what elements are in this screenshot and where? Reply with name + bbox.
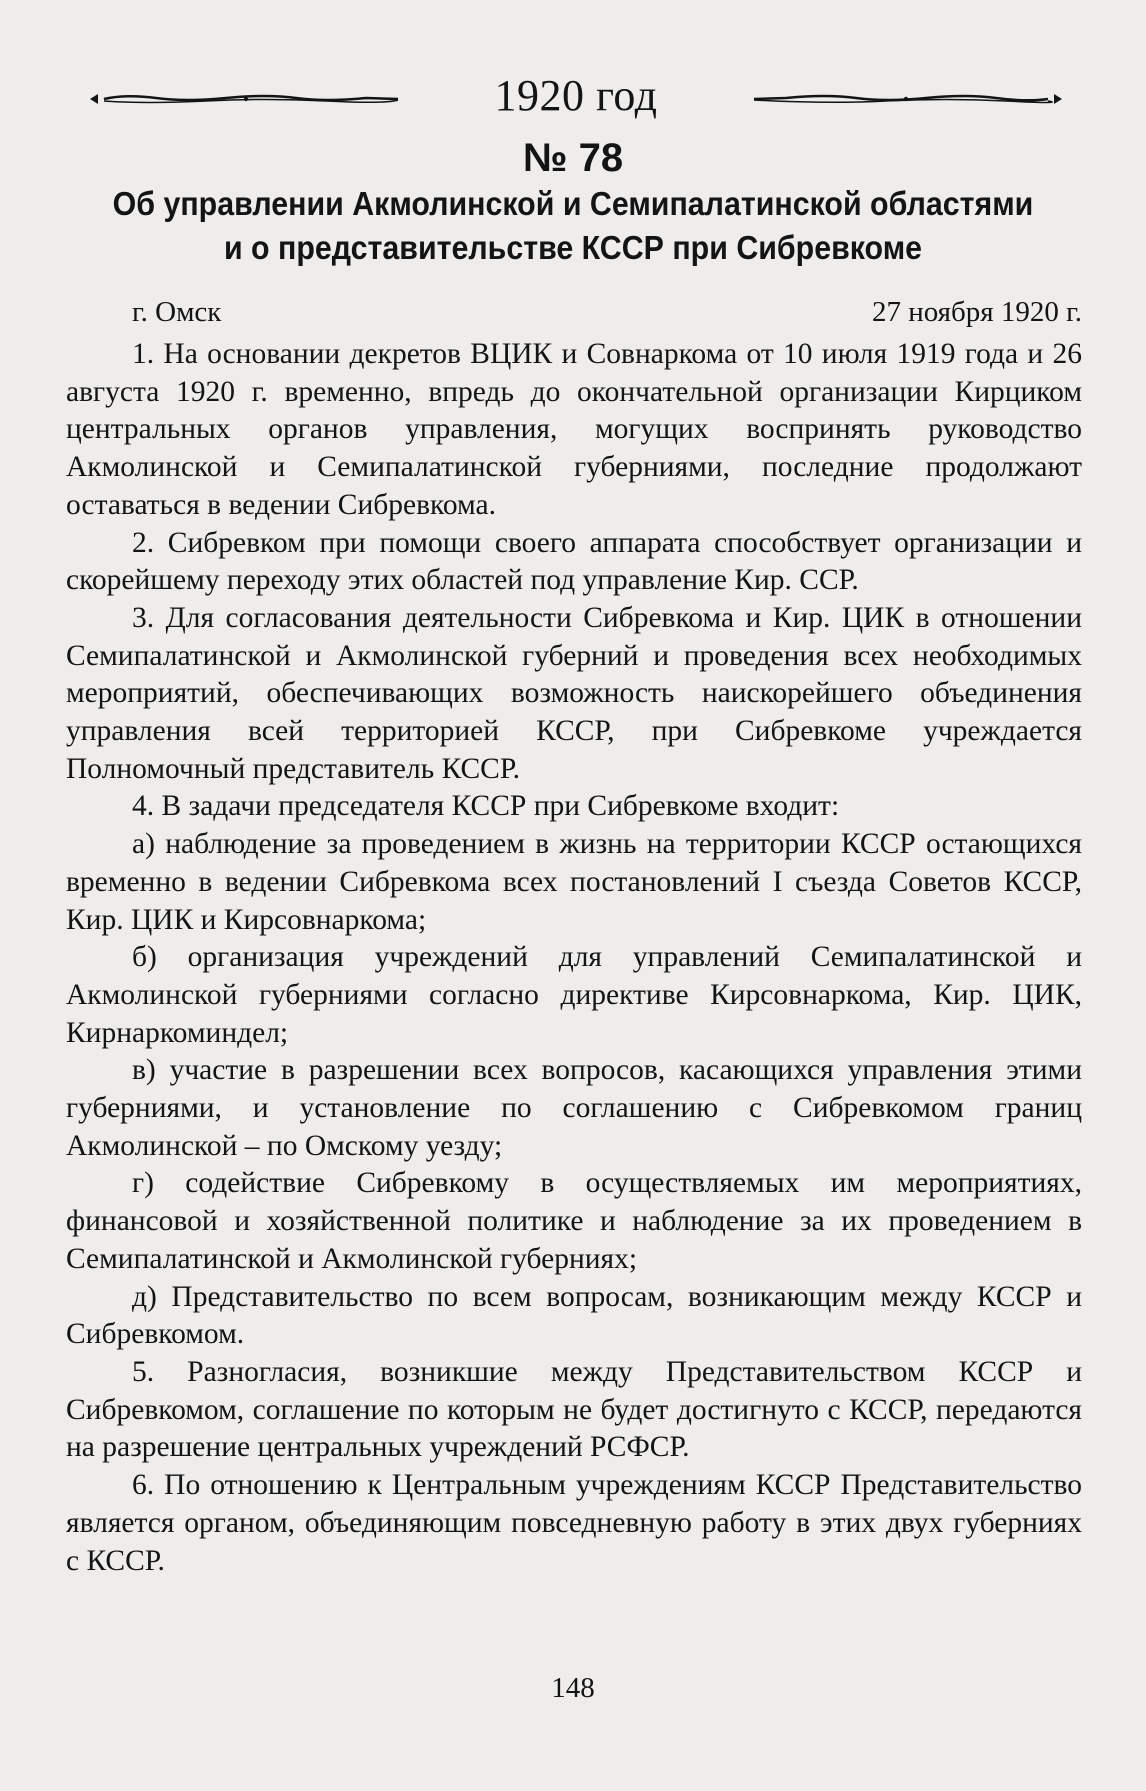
document-date: 27 ноября 1920 г. bbox=[871, 296, 1082, 328]
document-body bbox=[66, 336, 1082, 1580]
paragraph-4c: в) участие в разрешении всех вопросов, касающихся управления этими губерниями, и установление по соглашению с Сибревкомом границ Акмолинской – по Омскому уезду; bbox=[66, 1054, 1082, 1162]
paragraph-4d: г) содействие Сибревкому в осуществляемых им мероприятиях, финансовой и хозяйственной политике и наблюдение за их проведением в Семипалатинской и Акмолинской губерниях; bbox=[66, 1167, 1082, 1275]
paragraph-6: 6. По отношению к Центральным учреждениям КССР Представительство является органом, объединяющим повседневную работу в этих двух губерниях с КССР. bbox=[66, 1469, 1082, 1577]
paragraph-4e: д) Представительство по всем вопросам, возникающим между КССР и Сибревкомом. bbox=[66, 1280, 1082, 1351]
page-number: 148 bbox=[551, 1672, 595, 1704]
document-title bbox=[101, 182, 1045, 270]
running-header bbox=[86, 66, 1066, 126]
paragraph-3: 3. Для согласования деятельности Сибревкома и Кир. ЦИК в отношении Семипалатинской и Акмолинской губерний и проведения всех необходимых мероприятий, обеспечивающих возможность наискорейшего объединения управления всей территорией КССР, при Сибревкоме учреждается Полномочный представитель КССР. bbox=[66, 601, 1082, 785]
ornament-rule-right bbox=[748, 92, 1066, 106]
paragraph-4a: а) наблюдение за проведением в жизнь на территории КССР остающихся временно в ведении Сибревкома всех постановлений I съезда Советов КССР, Кир. ЦИК и Кирсовнаркома; bbox=[66, 828, 1082, 936]
place-and-date bbox=[132, 292, 1082, 332]
paragraph-4b: б) организация учреждений для управлений Семипалатинской и Акмолинской губерниями согласно директиве Кирсовнаркома, Кир. ЦИК, Кирнаркоминдел; bbox=[66, 941, 1082, 1049]
paragraph-5: 5. Разногласия, возникшие между Представительством КССР и Сибревкомом, соглашение по которым не будет достигнуто с КССР, передаются на разрешение центральных учреждений РСФСР. bbox=[66, 1355, 1082, 1464]
paragraph-4: 4. В задачи председателя КССР при Сибревкоме входит: bbox=[132, 790, 840, 823]
document-title-line-1: Об управлении Акмолинской и Семипалатинской областями bbox=[112, 185, 1034, 222]
document-title-line-2: и о представительстве КССР при Сибревкоме bbox=[223, 229, 923, 266]
paragraph-2: 2. Сибревком при помощи своего аппарата способствует организации и скорейшему переходу этих областей под управление Кир. ССР. bbox=[66, 526, 1082, 597]
paragraph-1: 1. На основании декретов ВЦИК и Совнаркома от 10 июля 1919 года и 26 августа 1920 г. временно, впредь до окончательной организации Кирциком центральных органов управления, могущих воспринять руководство Акмолинской и Семипалатинской губерниями, последние продолжают оставаться в ведении Сибревкома. bbox=[66, 338, 1082, 521]
document-place: г. Омск bbox=[132, 296, 222, 328]
document-number: № 78 bbox=[522, 136, 624, 180]
year-heading: 1920 год bbox=[494, 71, 658, 120]
